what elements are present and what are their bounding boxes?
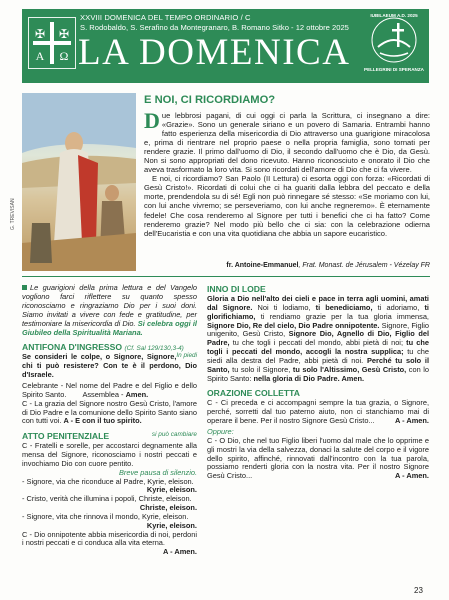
absolution: C - Dio onnipotente abbia misericordia di noi, perdoni i nostri peccati e ci conduca alla vita eterna. A - Amen. (22, 529, 197, 557)
antifona-text: Se consideri le colpe, o Signore, Signore, chi ti può resistere? Con te è il perdono, Dio d'Israele. (22, 352, 197, 380)
saints-and-date: S. Rodobaldo, S. Serafino da Montegranaro, B. Romano Sitko - 12 ottobre 2025 (80, 23, 349, 32)
greeting: C - La grazia del Signore nostro Gesù Cristo, l'amore di Dio Padre e la comunione dello Spirito Santo siano con tutti voi. A - E con il tuo spirito. (22, 398, 197, 426)
response: Kyrie, eleison. (146, 520, 197, 530)
introduction: Le guarigioni della prima lettura e del Vangelo vogliono farci riflettere su quanto spesso riconosciamo e ringraziamo Dio per i suoi doni. Siamo invitati a vivere con fede e gratitudine, per testimoniare la misericordia di Dio. Si celebra oggi il Giubileo della Spiritualità Mariana. (22, 283, 197, 337)
image-credit: G. TREVISAN (10, 198, 16, 230)
colletta-heading: ORAZIONE COLLETTA (207, 388, 300, 399)
jubilee-motto: PELLEGRINI DI SPERANZA (364, 67, 424, 72)
page-number: 23 (414, 586, 423, 595)
drop-cap: D (144, 108, 160, 133)
cross-alpha-omega-logo (28, 17, 76, 69)
atto-penitenziale-heading: ATTO PENITENZIALE si può cambiare (22, 431, 197, 442)
article-headline: E NOI, CI RICORDIAMO? (144, 94, 276, 106)
bullet-icon (22, 285, 27, 290)
article-paragraph: E noi, ci ricordiamo? San Paolo (II Lettura) ci esorta oggi con forza: «Ricordati di Gesù Cristo!». Ricordati di colui che ci ha guariti dalla lebbra del peccato e della morte, prendendola su di sé! Egli non può rinnegare sé stesso: «Se moriamo con lui, con lui anche vivremo; se perseveriamo, con lui anche regneremo». È eternamente fedele! Che cosa renderemo al Signore per tutti i benefici che ci ha fatto? Come renderemo grazie? Nel modo più bello che ci sia: con la celebrazione odierna dell'Eucaristia e con una vita quotidiana che abbia un sapore eucaristico. (144, 174, 430, 238)
left-column (22, 284, 197, 557)
svg-text:✠: ✠ (58, 27, 70, 41)
invocation: - Cristo, verità che illumina i popoli, Christe, eleison. (22, 494, 192, 504)
response: Christe, eleison. (139, 503, 197, 513)
svg-text:✠: ✠ (34, 27, 46, 41)
celebrant-sign-of-cross: Celebrante - Nel nome del Padre e del Figlio e dello Spirito Santo. Assemblea - Amen. (22, 380, 197, 399)
gloria-text: Gloria a Dio nell'alto dei cieli e pace in terra agli uomini, amati dal Signore. Noi ti lodiamo, ti benediciamo, ti adoriamo, ti glorifichiamo, ti rendiamo grazie per la tua gloria immensa, Signore Dio, Re del cielo, Dio Padre onnipotente. Signore, Figlio unigenito, Gesù Cristo, Signore Dio, Agnello di Dio, Figlio del Padre, tu che togli i peccati del mondo, abbi pietà di noi; tu che togli i peccati del mondo, accogli la nostra supplica; tu che siedi alla destra del Padre, abbi pietà di noi. Perché tu solo il Santo, tu solo il Signore, tu solo l'Altissimo, Gesù Cristo, con lo Spirito Santo: nella gloria di Dio Padre. Amen. (207, 294, 430, 383)
jesus-healing-lepers-illustration (22, 93, 136, 271)
jubilee-top-text: IUBILAEUM A.D. 2025 (370, 13, 418, 18)
svg-text:Ω: Ω (59, 49, 69, 63)
pause-note: Breve pausa di silenzio. (118, 467, 197, 477)
article-paragraph: Due lebbrosi pagani, di cui oggi ci parla la Scrittura, ci insegnano a dire: «Grazie». Sono un generale siriano e un povero di Samaria. Entrambi hanno fatto esperienza della misericordia di Dio attraverso una guarigione miracolosa e, prima di rientrare nel proprio paese o nella propria famiglia, sono tornati per rendere grazie. Il primo dall'uomo di Dio, il secondo dall'uomo che è Dio, da Gesù. Non si sono appropriati del dono ricevuto. Hanno riconosciuto e onorato il Dio che aveva trasformato la loro vita. Si sono ricordati dell'amore di Dio che ci fa vivere. (144, 108, 430, 175)
antifona-heading: ANTIFONA D'INGRESSO (Cf. Sal 129/130,3-4) In piedi (22, 342, 197, 360)
masthead-banner (22, 9, 429, 83)
svg-text:A: A (35, 49, 45, 63)
oppure-label: Oppure: (207, 426, 234, 436)
article-signature: fr. Antoine-Emmanuel, Frat. Monast. de Jérusalem - Vézelay FR (226, 262, 430, 269)
liturgical-day: XXVIII DOMENICA DEL TEMPO ORDINARIO / C (80, 13, 251, 22)
inno-heading: INNO DI LODE (207, 284, 266, 294)
article-body (144, 108, 430, 238)
page-title: LA DOMENICA (78, 32, 351, 73)
colletta-alt-prayer: C - O Dio, che nel tuo Figlio liberi l'uomo dal male che lo opprime e gli mostri la via della salvezza, donaci la salute del corpo e il vigore dello spirito, affinché, rinnovati dall'incontro con la tua parola, possiamo renderti gloria con la nostra vita. Per il nostro Signore Gesù Cristo... A - Amen. (207, 435, 429, 481)
invocation: - Signore, vita che rinnova il mondo, Kyrie, eleison. (22, 511, 189, 521)
atto-intro: C - Fratelli e sorelle, per accostarci degnamente alla mensa del Signore, riconosciamo i nostri peccati e invochiamo Dio con cuore pentito. (22, 441, 197, 468)
right-column (207, 284, 429, 481)
divider (22, 276, 430, 277)
colletta-prayer: C - Ci preceda e ci accompagni sempre la tua grazia, o Signore, perché, sorretti dal tuo paterno aiuto, non ci stanchiamo mai di operare il bene. Per il nostro Signore Gesù Cristo... A - Amen. (207, 398, 429, 426)
response: Kyrie, eleison. (146, 485, 197, 495)
invocation: - Signore, via che riconduce al Padre, Kyrie, eleison. (22, 476, 194, 486)
jubilee-logo (364, 13, 424, 79)
